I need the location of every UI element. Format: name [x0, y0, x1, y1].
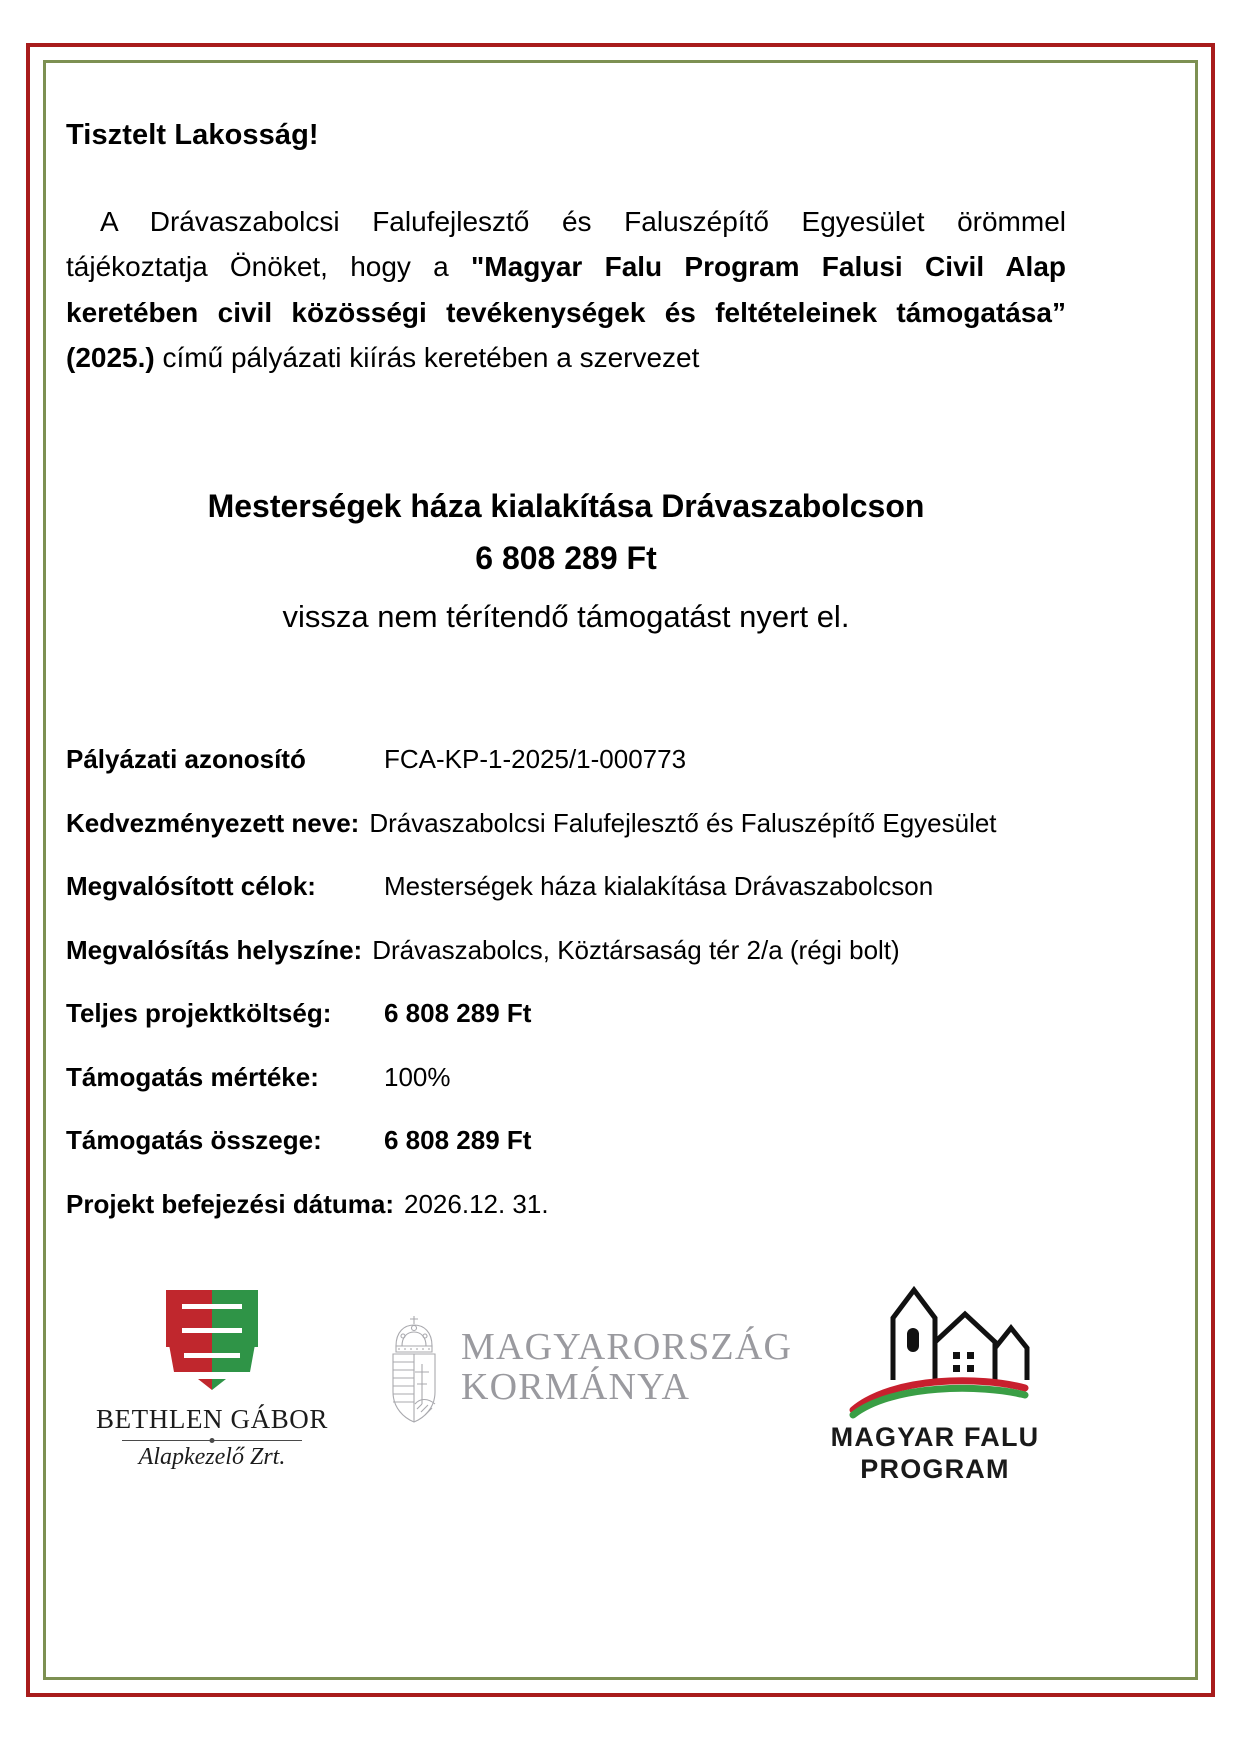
detail-label-megvalositott-celok: Megvalósított célok: [66, 871, 316, 902]
detail-row [66, 997, 1066, 1030]
logo-magyar-falu-program [810, 1270, 1060, 1486]
detail-value-tamogatas-osszege: 6 808 289 Ft [384, 1125, 532, 1156]
salutation-heading: Tisztelt Lakosság! [66, 119, 319, 151]
detail-row [66, 1188, 1066, 1221]
detail-value-megvalositas-helyszine: Drávaszabolcs, Köztársaság tér 2/a (régi bolt) [372, 934, 900, 965]
detail-value-kedvezmenyezett-neve: Drávaszabolcsi Falufejlesztő és Faluszépítő Egyesület [369, 807, 997, 838]
detail-label-megvalositas-helyszine: Megvalósítás helyszíne: [66, 934, 363, 965]
detail-label-tamogatas-merteke: Támogatás mértéke: [66, 1061, 319, 1092]
mfp-line-2: PROGRAM [860, 1453, 1010, 1484]
award-amount: 6 808 289 Ft [475, 540, 657, 577]
detail-row [66, 807, 1066, 840]
award-note: vissza nem térítendő támogatást nyert el. [282, 599, 850, 635]
bethlen-gabor-name: BETHLEN GÁBOR [95, 1404, 329, 1434]
detail-row [66, 870, 1066, 903]
award-project-title: Mesterségek háza kialakítása Drávaszabolcson [207, 488, 925, 525]
bethlen-gabor-subtitle: Alapkezelő Zrt. [138, 1444, 286, 1470]
poster-content [66, 118, 1066, 1251]
intro-program-title: "Magyar Falu Program Falusi Civil Alap keretében civil közösségi tevékenységek és feltételeinek támogatása” (2025.) [66, 251, 1066, 373]
detail-value-palyazati-azonosito: FCA-KP-1-2025/1-000773 [384, 744, 687, 775]
detail-row [66, 934, 1066, 967]
detail-label-tamogatas-osszege: Támogatás összege: [66, 1125, 322, 1156]
logo-magyarorszag-kormanya [384, 1312, 793, 1424]
government-wordmark [461, 1328, 792, 1407]
magyar-falu-program-wordmark [810, 1422, 1060, 1486]
government-line-2: KORMÁNYA [461, 1366, 691, 1408]
detail-row [66, 1061, 1066, 1094]
intro-paragraph [66, 199, 1066, 380]
intro-part-2: című pályázati kiírás keretében a szervezet [154, 341, 700, 373]
detail-value-teljes-projektkoltseg: 6 808 289 Ft [384, 998, 532, 1029]
award-block [66, 485, 1066, 635]
village-church-houses-icon [835, 1270, 1035, 1420]
detail-label-kedvezmenyezett-neve: Kedvezményezett neve: [66, 807, 360, 838]
detail-label-projekt-befejezesi-datuma: Projekt befejezési dátuma: [66, 1188, 394, 1219]
detail-value-projekt-befejezesi-datuma: 2026.12. 31. [404, 1188, 549, 1219]
detail-label-palyazati-azonosito: Pályázati azonosító [66, 744, 306, 775]
detail-row [66, 743, 1066, 776]
detail-value-megvalositott-celok: Mesterségek háza kialakítása Drávaszabolcson [384, 871, 934, 902]
hungarian-coat-of-arms-icon [384, 1312, 444, 1424]
logo-strip [66, 1268, 1066, 1503]
intro-part-1: A Drávaszabolcsi Falufejlesztő és Faluszépítő Egyesület örömmel tájékoztatja Önöket, hogy a [66, 205, 1066, 283]
mfp-line-1: MAGYAR FALU [830, 1422, 1040, 1452]
detail-row [66, 1124, 1066, 1157]
government-line-1: MAGYARORSZÁG [461, 1326, 793, 1369]
project-details-list [66, 743, 1066, 1220]
detail-label-teljes-projektkoltseg: Teljes projektköltség: [66, 998, 332, 1029]
detail-value-tamogatas-merteke: 100% [384, 1061, 451, 1092]
logo-bethlen-gabor [82, 1278, 342, 1471]
bethlen-gabor-divider [122, 1440, 302, 1441]
bethlen-gabor-shield-icon [148, 1278, 276, 1398]
